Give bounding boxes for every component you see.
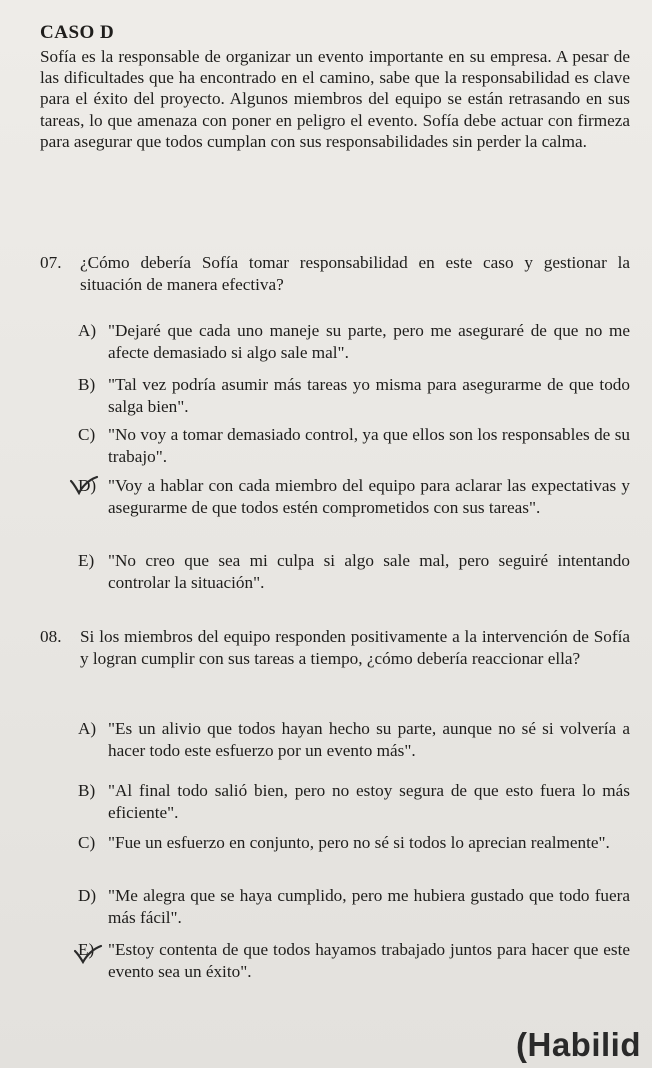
question-08 — [40, 626, 630, 670]
option-letter: A) — [78, 719, 97, 738]
option-text: "Estoy contenta de que todos hayamos trabajado juntos para hacer que este evento sea un éxito". — [108, 940, 630, 981]
option-07-a[interactable] — [78, 320, 630, 364]
option-text: "Tal vez podría asumir más tareas yo misma para asegurarme de que todo salga bien". — [108, 375, 630, 416]
option-letter: C) — [78, 425, 96, 444]
option-text: "Me alegra que se haya cumplido, pero me hubiera gustado que todo fuera más fácil". — [108, 886, 630, 927]
question-07 — [40, 252, 630, 296]
option-letter: A) — [78, 321, 97, 340]
option-07-b[interactable] — [78, 374, 630, 418]
option-text: "Voy a hablar con cada miembro del equipo para aclarar las expectativas y asegurarme de que todos estén comprometidos con sus tareas". — [108, 476, 630, 517]
option-letter: E) — [78, 551, 95, 570]
case-title: CASO D — [40, 22, 115, 43]
option-08-d[interactable] — [78, 885, 630, 929]
option-letter: B) — [78, 781, 96, 800]
option-07-e[interactable] — [78, 550, 630, 594]
option-08-c[interactable] — [78, 832, 630, 854]
option-07-d[interactable] — [78, 475, 630, 519]
option-08-b[interactable] — [78, 780, 630, 824]
question-number: 08. — [40, 627, 62, 646]
option-letter: E) — [78, 940, 95, 959]
question-number: 07. — [40, 253, 62, 272]
case-paragraph: Sofía es la responsable de organizar un evento importante en su empresa. A pesar de las dificultades que ha encontrado en el camino, sabe que la responsabilidad es clave para el éxito del proyecto. Algunos miembros del equipo se están retrasando en sus tareas, lo que amenaza con poner en peligro el evento. Sofía debe actuar con firmeza para asegurar que todos cumplan con sus responsabilidades sin perder la calma. — [40, 47, 630, 151]
option-text: "No voy a tomar demasiado control, ya que ellos son los responsables de su trabajo". — [108, 425, 630, 466]
option-letter: B) — [78, 375, 96, 394]
question-text: Si los miembros del equipo responden positivamente a la intervención de Sofía y logran cumplir con sus tareas a tiempo, ¿cómo debería reaccionar ella? — [80, 627, 630, 668]
option-text: "Es un alivio que todos hayan hecho su parte, aunque no sé si volvería a hacer todo este esfuerzo por un evento más". — [108, 719, 630, 760]
option-letter: D) — [78, 886, 97, 905]
option-text: "Dejaré que cada uno maneje su parte, pero me aseguraré de que no me afecte demasiado si algo sale mal". — [108, 321, 630, 362]
option-text: "Al final todo salió bien, pero no estoy segura de que esto fuera lo más eficiente". — [108, 781, 630, 822]
question-text: ¿Cómo debería Sofía tomar responsabilidad en este caso y gestionar la situación de manera efectiva? — [80, 253, 630, 294]
option-08-a[interactable] — [78, 718, 630, 762]
option-text: "No creo que sea mi culpa si algo sale mal, pero seguiré intentando controlar la situación". — [108, 551, 630, 592]
option-letter: C) — [78, 833, 96, 852]
option-07-c[interactable] — [78, 424, 630, 468]
option-text: "Fue un esfuerzo en conjunto, pero no sé si todos lo aprecian realmente". — [108, 833, 610, 852]
footer-cutoff-label: (Habilid — [516, 1026, 641, 1063]
option-08-e[interactable] — [78, 939, 630, 983]
option-letter: D) — [78, 476, 97, 495]
